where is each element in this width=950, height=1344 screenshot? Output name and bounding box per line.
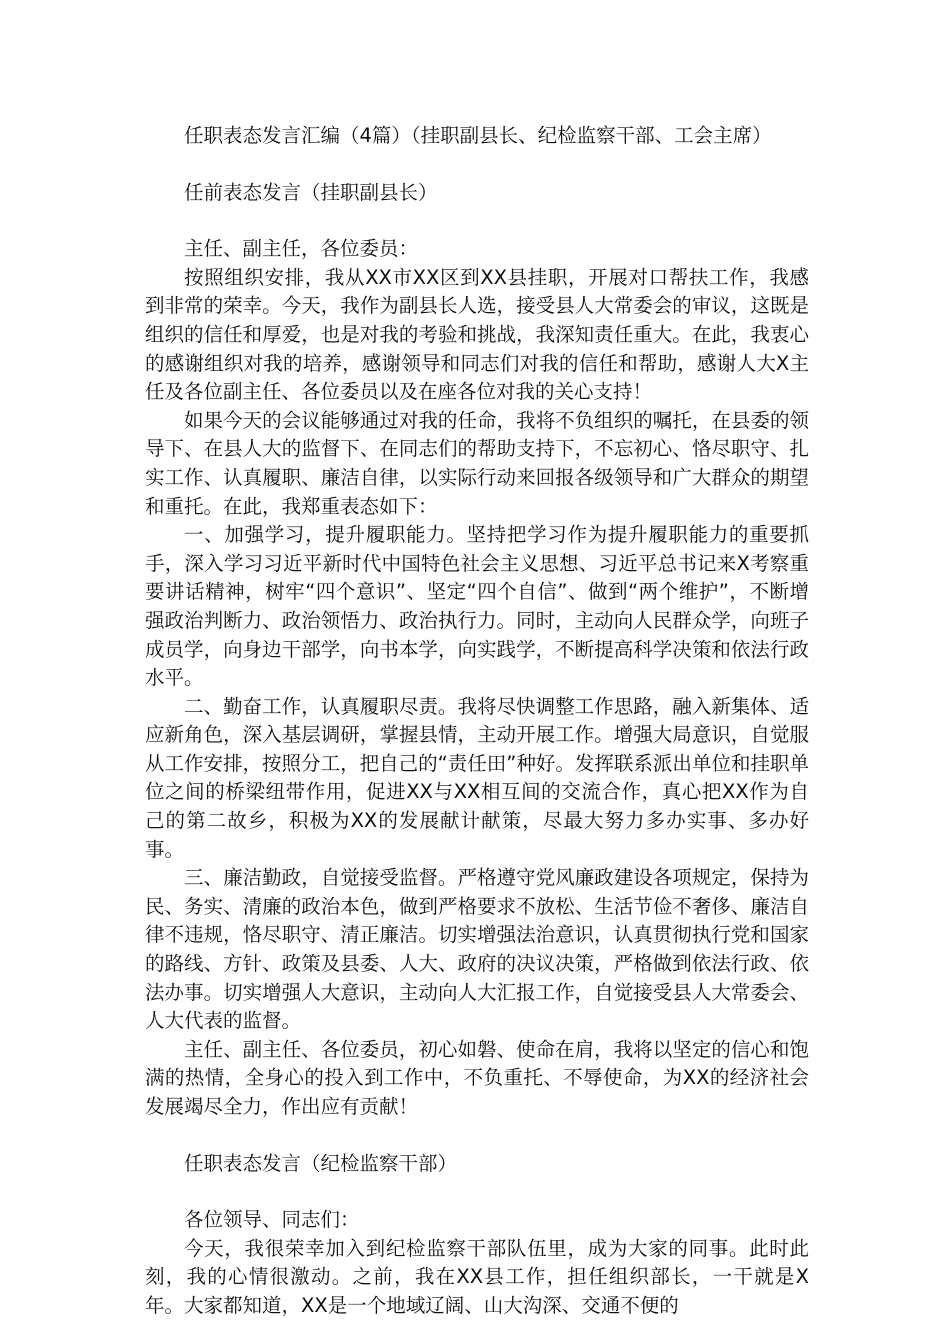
paragraph: 主任、副主任、各位委员，初心如磐、使命在肩，我将以坚定的信心和饱满的热情，全身心的投入到工作中，不负重托、不辱使命，为XX的经济社会发展竭尽全力，作出应有贡献！ <box>145 1037 809 1118</box>
spacer <box>145 1122 809 1150</box>
spacer <box>145 207 809 235</box>
paragraph: 如果今天的会议能够通过对我的任命，我将不负组织的嘱托，在县委的领导下、在县人大的监督下、在同志们的帮助支持下，不忘初心、恪尽职守、扎实工作、认真履职、廉洁自律，以实际行动来回报各级领导和广大群众的期望和重托。在此，我郑重表态如下： <box>145 408 809 518</box>
document-title: 任职表态发言汇编（4篇）（挂职副县长、纪检监察干部、工会主席） <box>184 124 772 147</box>
spacer <box>145 1178 809 1206</box>
paragraph: 一、加强学习，提升履职能力。坚持把学习作为提升履职能力的重要抓手，深入学习习近平新时代中国特色社会主义思想、习近平总书记来X考察重要讲话精神，树牢“四个意识”、坚定“四个自信”、做到“两个维护”，不断增强政治判断力、政治领悟力、政治执行力。同时，主动向人民群众学，向班子成员学，向身边干部学，向书本学，向实践学，不断提高科学决策和依法行政水平。 <box>145 523 809 690</box>
section-heading: 任职表态发言（纪检监察干部） <box>184 1151 458 1175</box>
paragraph: 按照组织安排，我从XX市XX区到XX县挂职，开展对口帮扶工作，我感到非常的荣幸。今天，我作为副县长人选，接受县人大常委会的审议，这既是组织的信任和厚爱，也是对我的考验和挑战，我深知责任重大。在此，我衷心的感谢组织对我的培养，感谢领导和同志们对我的信任和帮助，感谢人大X主任及各位副主任、各位委员以及在座各位对我的关心支持！ <box>145 265 809 404</box>
paragraph: 今天，我很荣幸加入到纪检监察干部队伍里，成为大家的同事。此时此刻，我的心情很激动。之前，我在XX县工作，担任组织部长，一干就是X年。大家都知道，XX是一个地域辽阔、山大沟深、交通不便的 <box>145 1236 809 1317</box>
section-heading: 任前表态发言（挂职副县长） <box>184 180 438 204</box>
salutation: 主任、副主任，各位委员： <box>184 237 419 261</box>
salutation: 各位领导、同志们： <box>184 1208 360 1232</box>
spacer <box>145 151 809 179</box>
paragraph: 三、廉洁勤政，自觉接受监督。严格遵守党风廉政建设各项规定，保持为民、务实、清廉的政治本色，做到严格要求不放松、生活节俭不奢侈、廉洁自律不违规，恪尽职守、清正廉洁。切实增强法治意识，认真贯彻执行党和国家的路线、方针、政策及县委、人大、政府的决议决策，严格做到依法行政、依法办事。切实增强人大意识，主动向人大汇报工作，自觉接受县人大常委会、人大代表的监督。 <box>145 866 809 1033</box>
paragraph: 二、勤奋工作，认真履职尽责。我将尽快调整工作思路，融入新集体、适应新角色，深入基层调研，掌握县情，主动开展工作。增强大局意识，自觉服从工作安排，按照分工，把自己的“责任田”种好。发挥联系派出单位和挂职单位之间的桥梁纽带作用，促进XX与XX相互间的交流合作，真心把XX作为自己的第二故乡，积极为XX的发展献计献策，尽最大努力多办实事、多办好事。 <box>145 694 809 861</box>
document-page <box>145 122 809 1321</box>
